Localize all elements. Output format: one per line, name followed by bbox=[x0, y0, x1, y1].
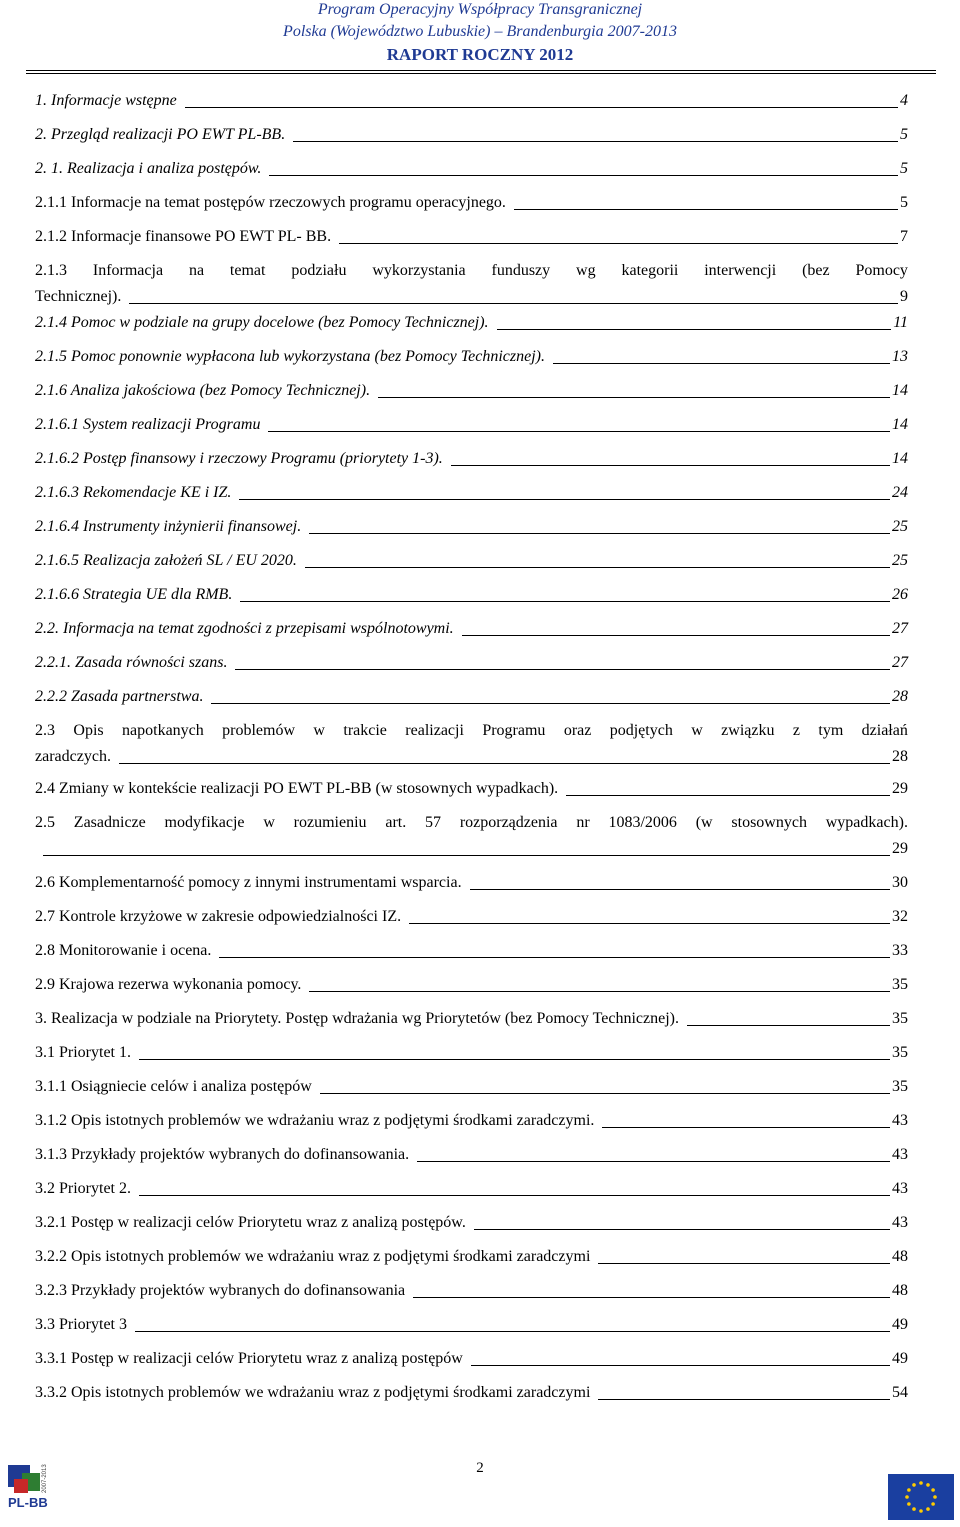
pl-bb-logo bbox=[6, 1461, 62, 1521]
toc-entry[interactable] bbox=[35, 446, 908, 472]
toc-word: wypadkach). bbox=[825, 814, 908, 831]
toc-word: stosownych bbox=[731, 814, 807, 831]
eu-star bbox=[931, 1502, 935, 1506]
toc-entry[interactable] bbox=[35, 344, 908, 370]
toc-entry[interactable] bbox=[35, 972, 908, 998]
toc-entry[interactable] bbox=[35, 1210, 908, 1236]
toc-word: problemów bbox=[222, 722, 296, 739]
toc-word: wg bbox=[576, 262, 596, 279]
toc-leader-line bbox=[129, 303, 898, 304]
toc-word: trakcie bbox=[343, 722, 387, 739]
toc-leader-line bbox=[185, 107, 898, 108]
toc-page-number: 33 bbox=[892, 942, 908, 959]
toc-leader-line bbox=[470, 889, 890, 890]
toc-page-number: 4 bbox=[900, 92, 908, 109]
toc-leader-line bbox=[269, 175, 898, 176]
toc-entry-title: 2.1.2 Informacje finansowe PO EWT PL- BB. bbox=[35, 228, 332, 245]
toc-leader-line bbox=[239, 499, 890, 500]
toc-page-number: 54 bbox=[892, 1384, 908, 1401]
toc-page-number: 43 bbox=[892, 1180, 908, 1197]
toc-page-number: 24 bbox=[892, 484, 908, 501]
toc-leader-line bbox=[219, 957, 890, 958]
toc-entry[interactable] bbox=[35, 718, 908, 770]
toc-leader-line bbox=[497, 329, 892, 330]
toc-leader-line bbox=[602, 1127, 890, 1128]
toc-word: 57 bbox=[425, 814, 442, 831]
toc-leader-line bbox=[135, 1331, 890, 1332]
toc-entry[interactable] bbox=[35, 548, 908, 574]
toc-entry-row bbox=[35, 836, 908, 862]
toc-entry-title: 2.8 Monitorowanie i ocena. bbox=[35, 942, 212, 959]
toc-entry-title: 3.1 Priorytet 1. bbox=[35, 1044, 131, 1061]
eu-star bbox=[907, 1502, 911, 1506]
toc-entry-title: 2.1.6.1 System realizacji Programu bbox=[35, 416, 261, 433]
toc-page-number: 28 bbox=[892, 748, 908, 765]
toc-word: 2.1.3 bbox=[35, 262, 67, 279]
toc-word: modyfikacje bbox=[164, 814, 245, 831]
toc-entry-row bbox=[35, 1006, 908, 1032]
toc-entry-row bbox=[35, 310, 908, 336]
toc-entry[interactable] bbox=[35, 684, 908, 710]
toc-page-number: 35 bbox=[892, 1078, 908, 1095]
toc-page-number: 43 bbox=[892, 1214, 908, 1231]
toc-entry[interactable] bbox=[35, 1346, 908, 1372]
toc-entry[interactable] bbox=[35, 514, 908, 540]
toc-entry-title: 2.1.6.4 Instrumenty inżynierii finansowej. bbox=[35, 518, 302, 535]
toc-entry-row bbox=[35, 344, 908, 370]
eu-star bbox=[905, 1495, 909, 1499]
toc-entry-row bbox=[35, 224, 908, 250]
toc-entry-row bbox=[35, 776, 908, 802]
toc-entry-title: 2. Przegląd realizacji PO EWT PL-BB. bbox=[35, 126, 286, 143]
toc-entry[interactable] bbox=[35, 190, 908, 216]
toc-page-number: 29 bbox=[892, 780, 908, 797]
toc-leader-line bbox=[211, 703, 890, 704]
toc-page-number: 35 bbox=[892, 1010, 908, 1027]
toc-leader-line bbox=[474, 1229, 890, 1230]
toc-entry-title: 2.9 Krajowa rezerwa wykonania pomocy. bbox=[35, 976, 302, 993]
toc-entry[interactable] bbox=[35, 1380, 908, 1406]
toc-page-number: 25 bbox=[892, 552, 908, 569]
toc-leader-line bbox=[320, 1093, 890, 1094]
toc-entry-title: 3. Realizacja w podziale na Priorytety. Postęp wdrażania wg Priorytetów (bez Pomocy Technicznej). bbox=[35, 1010, 679, 1027]
toc-word: nr bbox=[576, 814, 590, 831]
toc-page-number: 49 bbox=[892, 1350, 908, 1367]
toc-entry-row bbox=[35, 972, 908, 998]
toc-entry[interactable] bbox=[35, 870, 908, 896]
toc-leader-line bbox=[139, 1195, 890, 1196]
toc-entry[interactable] bbox=[35, 1278, 908, 1304]
toc-leader-line bbox=[339, 243, 898, 244]
toc-entry-row bbox=[35, 1176, 908, 1202]
toc-entry-line bbox=[35, 258, 908, 284]
toc-word: związku bbox=[721, 722, 775, 739]
toc-page-number: 43 bbox=[892, 1112, 908, 1129]
toc-page-number: 35 bbox=[892, 976, 908, 993]
header-program-line: Program Operacyjny Współpracy Transgranicznej bbox=[317, 1, 643, 18]
toc-page-number: 26 bbox=[892, 586, 908, 603]
toc-entry[interactable] bbox=[35, 1176, 908, 1202]
toc-entry-title: 3.2.3 Przykłady projektów wybranych do dofinansowania bbox=[35, 1282, 406, 1299]
toc-entry-row bbox=[35, 88, 908, 114]
toc-word: działań bbox=[861, 722, 908, 739]
toc-entry[interactable] bbox=[35, 258, 908, 310]
toc-entry-title: 3.3.2 Opis istotnych problemów we wdrażaniu wraz z podjętymi środkami zaradczymi bbox=[35, 1384, 591, 1401]
toc-entry[interactable] bbox=[35, 88, 908, 114]
eu-star bbox=[907, 1488, 911, 1492]
toc-entry[interactable] bbox=[35, 938, 908, 964]
eu-flag-icon bbox=[888, 1474, 954, 1520]
toc-page-number: 14 bbox=[892, 450, 908, 467]
toc-entry-row bbox=[35, 446, 908, 472]
toc-entry-row bbox=[35, 1074, 908, 1100]
toc-entry-row bbox=[35, 480, 908, 506]
toc-entry[interactable] bbox=[35, 616, 908, 642]
toc-word: z bbox=[792, 722, 800, 739]
toc-entry-line bbox=[35, 718, 908, 744]
toc-word: (bez bbox=[802, 262, 830, 279]
toc-entry-title: 2.1.6 Analiza jakościowa (bez Pomocy Technicznej). bbox=[35, 382, 371, 399]
toc-entry-title: 3.3 Priorytet 3 bbox=[35, 1316, 127, 1333]
toc-entry-row bbox=[35, 904, 908, 930]
toc-entry[interactable] bbox=[35, 650, 908, 676]
toc-word: rozumieniu bbox=[293, 814, 367, 831]
toc-word: (w bbox=[695, 814, 713, 831]
toc-entry-row bbox=[35, 744, 908, 770]
toc-page-number: 5 bbox=[900, 194, 908, 211]
toc-entry-title: 2. 1. Realizacja i analiza postępów. bbox=[35, 160, 262, 177]
toc-leader-line bbox=[598, 1263, 890, 1264]
eu-star bbox=[926, 1507, 930, 1511]
toc-entry-title: 1. Informacje wstępne bbox=[35, 92, 177, 109]
toc-entry-title: 3.3.1 Postęp w realizacji celów Priorytetu wraz z analizą postępów bbox=[35, 1350, 463, 1367]
toc-entry-title: zaradczych. bbox=[35, 748, 111, 765]
toc-page-number: 5 bbox=[900, 160, 908, 177]
toc-entry-row bbox=[35, 1278, 908, 1304]
toc-entry-row bbox=[35, 938, 908, 964]
eu-star bbox=[912, 1507, 916, 1511]
toc-word: na bbox=[188, 262, 205, 279]
toc-leader-line bbox=[409, 923, 890, 924]
toc-word: w bbox=[263, 814, 275, 831]
eu-star bbox=[919, 1509, 923, 1513]
toc-entry-row bbox=[35, 582, 908, 608]
toc-word: realizacji bbox=[405, 722, 464, 739]
toc-entry[interactable] bbox=[35, 310, 908, 336]
toc-word: podziału bbox=[291, 262, 347, 279]
toc-word: oraz bbox=[563, 722, 592, 739]
toc-word: wykorzystania bbox=[372, 262, 466, 279]
toc-entry-row bbox=[35, 122, 908, 148]
toc-leader-line bbox=[451, 465, 890, 466]
toc-page-number: 27 bbox=[892, 620, 908, 637]
toc-word: rozporządzenia bbox=[459, 814, 558, 831]
toc-entry[interactable] bbox=[35, 156, 908, 182]
toc-word: w bbox=[691, 722, 703, 739]
logo-text: PL-BB bbox=[8, 1495, 48, 1510]
toc-page-number: 7 bbox=[900, 228, 908, 245]
toc-page-number: 29 bbox=[892, 840, 908, 857]
toc-entry-title: 2.1.6.6 Strategia UE dla RMB. bbox=[35, 586, 233, 603]
toc-word: kategorii bbox=[621, 262, 679, 279]
toc-entry-title: 2.4 Zmiany w kontekście realizacji PO EWT PL-BB (w stosownych wypadkach). bbox=[35, 780, 559, 797]
toc-word: tym bbox=[818, 722, 844, 739]
page-header bbox=[0, 0, 960, 67]
toc-entry-title: 2.2.2 Zasada partnerstwa. bbox=[35, 688, 204, 705]
toc-word: funduszy bbox=[491, 262, 551, 279]
toc-leader-line bbox=[417, 1161, 890, 1162]
toc-entry-row bbox=[35, 548, 908, 574]
toc-page-number: 48 bbox=[892, 1248, 908, 1265]
eu-star bbox=[926, 1483, 930, 1487]
toc-leader-line bbox=[293, 141, 898, 142]
toc-word: interwencji bbox=[704, 262, 777, 279]
header-rule bbox=[26, 70, 936, 71]
eu-star bbox=[912, 1483, 916, 1487]
toc-page-number: 30 bbox=[892, 874, 908, 891]
toc-entry-row bbox=[35, 1142, 908, 1168]
toc-entry-title: 2.6 Komplementarność pomocy z innymi instrumentami wsparcia. bbox=[35, 874, 462, 891]
toc-word: Opis bbox=[73, 722, 104, 739]
toc-word: napotkanych bbox=[122, 722, 204, 739]
toc-leader-line bbox=[687, 1025, 890, 1026]
header-report-title: RAPORT ROCZNY 2012 bbox=[386, 45, 574, 64]
toc-leader-line bbox=[553, 363, 890, 364]
toc-word: 2.5 bbox=[35, 814, 55, 831]
toc-page-number: 43 bbox=[892, 1146, 908, 1163]
toc-leader-line bbox=[139, 1059, 890, 1060]
toc-entry-title: 2.7 Kontrole krzyżowe w zakresie odpowiedzialności IZ. bbox=[35, 908, 402, 925]
eu-star bbox=[919, 1481, 923, 1485]
toc-entry-title: 2.1.6.5 Realizacja założeń SL / EU 2020. bbox=[35, 552, 297, 569]
toc-entry[interactable] bbox=[35, 1006, 908, 1032]
eu-star bbox=[933, 1495, 937, 1499]
toc-entry-row bbox=[35, 514, 908, 540]
toc-leader-line bbox=[566, 795, 890, 796]
toc-page-number: 5 bbox=[900, 126, 908, 143]
page-number: 2 bbox=[476, 1460, 484, 1476]
toc-entry-row bbox=[35, 870, 908, 896]
toc-entry[interactable] bbox=[35, 776, 908, 802]
toc-word: Programu bbox=[482, 722, 546, 739]
toc-entry-title: 3.1.3 Przykłady projektów wybranych do dofinansowania. bbox=[35, 1146, 410, 1163]
toc-page-number: 11 bbox=[893, 314, 908, 331]
toc-page-number: 14 bbox=[892, 382, 908, 399]
toc-leader-line bbox=[378, 397, 890, 398]
toc-entry[interactable] bbox=[35, 378, 908, 404]
toc-leader-line bbox=[471, 1365, 890, 1366]
toc-word: 1083/2006 bbox=[608, 814, 677, 831]
toc-entry[interactable] bbox=[35, 582, 908, 608]
toc-entry[interactable] bbox=[35, 480, 908, 506]
toc-word: Informacja bbox=[92, 262, 164, 279]
toc-entry[interactable] bbox=[35, 904, 908, 930]
toc-entry-row bbox=[35, 650, 908, 676]
toc-page-number: 49 bbox=[892, 1316, 908, 1333]
toc-entry-row bbox=[35, 616, 908, 642]
toc-entry-title: 3.1.1 Osiągniecie celów i analiza postępów bbox=[35, 1078, 312, 1095]
toc-entry-row bbox=[35, 1108, 908, 1134]
toc-page-number: 48 bbox=[892, 1282, 908, 1299]
toc-entry-title: 3.2.1 Postęp w realizacji celów Priorytetu wraz z analizą postępów. bbox=[35, 1214, 466, 1231]
header-rule bbox=[26, 73, 936, 74]
toc-word: art. bbox=[385, 814, 407, 831]
toc-entry-title: 3.2 Priorytet 2. bbox=[35, 1180, 131, 1197]
toc-entry[interactable] bbox=[35, 810, 908, 862]
toc-leader-line bbox=[462, 635, 890, 636]
toc-entry-title: 2.2.1. Zasada równości szans. bbox=[35, 654, 228, 671]
toc-entry-row bbox=[35, 1210, 908, 1236]
toc-entry[interactable] bbox=[35, 1142, 908, 1168]
toc-entry[interactable] bbox=[35, 224, 908, 250]
toc-entry-title: 2.1.4 Pomoc w podziale na grupy docelowe (bez Pomocy Technicznej). bbox=[35, 314, 489, 331]
toc-entry-title: 2.1.1 Informacje na temat postępów rzeczowych programu operacyjnego. bbox=[35, 194, 506, 211]
toc-entry-row bbox=[35, 1380, 908, 1406]
toc-entry-title: Technicznej). bbox=[35, 288, 122, 305]
toc-entry[interactable] bbox=[35, 1312, 908, 1338]
toc-page-number: 25 bbox=[892, 518, 908, 535]
toc-page-number: 35 bbox=[892, 1044, 908, 1061]
toc-word: Pomocy bbox=[855, 262, 908, 279]
toc-leader-line bbox=[240, 601, 890, 602]
eu-star bbox=[931, 1488, 935, 1492]
toc-leader-line bbox=[309, 991, 890, 992]
toc-word: w bbox=[313, 722, 325, 739]
toc-entry[interactable] bbox=[35, 1040, 908, 1066]
toc-entry-row bbox=[35, 684, 908, 710]
toc-page-number: 27 bbox=[892, 654, 908, 671]
toc-entry-row bbox=[35, 1040, 908, 1066]
toc-leader-line bbox=[305, 567, 890, 568]
toc-leader-line bbox=[235, 669, 890, 670]
toc-leader-line bbox=[268, 431, 890, 432]
toc-page-number: 14 bbox=[892, 416, 908, 433]
toc-leader-line bbox=[309, 533, 890, 534]
toc-entry[interactable] bbox=[35, 1108, 908, 1134]
toc-entry-title: 2.1.6.3 Rekomendacje KE i IZ. bbox=[35, 484, 232, 501]
toc-entry-row bbox=[35, 156, 908, 182]
toc-entry[interactable] bbox=[35, 1074, 908, 1100]
toc-page-number: 9 bbox=[900, 288, 908, 305]
toc-entry-title: 2.1.5 Pomoc ponownie wypłacona lub wykorzystana (bez Pomocy Technicznej). bbox=[35, 348, 545, 365]
toc-word: Zasadnicze bbox=[73, 814, 146, 831]
toc-entry-line bbox=[35, 810, 908, 836]
toc-page-number: 32 bbox=[892, 908, 908, 925]
toc-entry[interactable] bbox=[35, 1244, 908, 1270]
toc-entry-row bbox=[35, 378, 908, 404]
toc-word: 2.3 bbox=[35, 722, 55, 739]
toc-entry-row bbox=[35, 1346, 908, 1372]
header-region-line: Polska (Województwo Lubuskie) – Brandenburgia 2007-2013 bbox=[283, 23, 677, 40]
toc-entry[interactable] bbox=[35, 412, 908, 438]
toc-page-number: 28 bbox=[892, 688, 908, 705]
toc-entry-title: 3.1.2 Opis istotnych problemów we wdrażaniu wraz z podjętymi środkami zaradczymi. bbox=[35, 1112, 595, 1129]
toc-page-number: 13 bbox=[892, 348, 908, 365]
toc-entry-row bbox=[35, 190, 908, 216]
toc-word: temat bbox=[229, 262, 266, 279]
toc-leader-line bbox=[514, 209, 898, 210]
toc-entry-row bbox=[35, 284, 908, 310]
logo-years: 2007-2013 bbox=[42, 1464, 48, 1493]
toc-leader-line bbox=[598, 1399, 890, 1400]
toc-entry-title: 2.2. Informacja na temat zgodności z przepisami wspólnotowymi. bbox=[35, 620, 454, 637]
toc-entry-row bbox=[35, 412, 908, 438]
toc-entry-row bbox=[35, 1244, 908, 1270]
toc-entry-title: 2.1.6.2 Postęp finansowy i rzeczowy Programu (priorytety 1-3). bbox=[35, 450, 443, 467]
toc-leader-line bbox=[119, 763, 890, 764]
toc-entry-title: 3.2.2 Opis istotnych problemów we wdrażaniu wraz z podjętymi środkami zaradczymi bbox=[35, 1248, 591, 1265]
toc-leader-line bbox=[43, 855, 890, 856]
toc-leader-line bbox=[413, 1297, 890, 1298]
toc-entry[interactable] bbox=[35, 122, 908, 148]
toc-entry-row bbox=[35, 1312, 908, 1338]
toc-word: podjętych bbox=[609, 722, 673, 739]
